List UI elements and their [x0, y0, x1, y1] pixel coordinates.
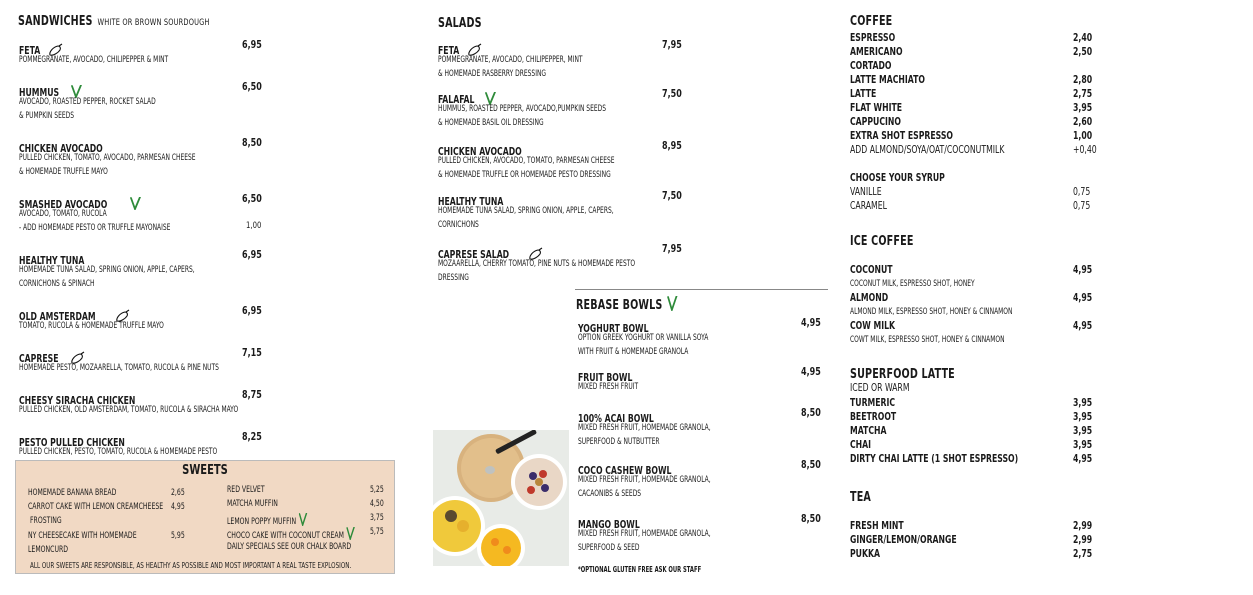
- salad-item-description: MOZAARELLA, CHERRY TOMATO, PINE NUTS & HOMEMADE PESTO: [438, 259, 636, 269]
- tea-item-price: 2,75: [1073, 548, 1093, 560]
- sweet-item-price: 2,65: [171, 488, 185, 498]
- sweet-item-name: MATCHA MUFFIN: [227, 499, 278, 509]
- superfood-item-name: CHAI: [850, 439, 872, 451]
- sweet-item-name: NY CHEESECAKE WITH HOMEMADE: [28, 531, 137, 541]
- sandwich-item-description: AVOCADO, TOMATO, RUCOLA: [19, 209, 107, 219]
- bowl-item-description: MIXED FRESH FRUIT, HOMEMADE GRANOLA,: [578, 423, 711, 433]
- ice-coffee-item-price: 4,95: [1073, 264, 1093, 276]
- sandwich-item-price: 6,95: [242, 39, 262, 51]
- ice-coffee-item-name: COW MILK: [850, 320, 896, 332]
- salad-item-description: CORNICHONS: [438, 220, 479, 230]
- salad-item-description: POMMEGRANATE, AVOCADO, CHILIPEPPER, MINT: [438, 55, 583, 65]
- sweet-item-name: [227, 513, 307, 527]
- coffee-item-price: 2,80: [1073, 74, 1093, 86]
- coffee-item-price: 3,95: [1073, 102, 1093, 114]
- sweet-item-name: LEMONCURD: [28, 545, 69, 555]
- sandwich-item-description: POMMEGRANATE, AVOCADO, CHILIPEPPER & MINT: [19, 55, 169, 65]
- superfood-item-price: 3,95: [1073, 411, 1093, 423]
- coffee-item-price: 1,00: [1073, 130, 1093, 142]
- bowl-item-name: COCO CASHEW BOWL: [578, 465, 672, 477]
- sweet-item-name: [227, 527, 355, 541]
- bowl-item-description: CACAONIBS & SEEDS: [578, 489, 642, 499]
- salad-item-price: 7,95: [662, 39, 682, 51]
- sweet-item-price: 3,75: [370, 513, 384, 523]
- coffee-item-name: LATTE: [850, 88, 877, 100]
- sweet-item-label: LEMON POPPY MUFFIN: [227, 517, 297, 527]
- bowl-item-description: MIXED FRESH FRUIT, HOMEMADE GRANOLA,: [578, 475, 711, 485]
- vegan-leaf-icon: [346, 527, 355, 540]
- superfood-item-name: DIRTY CHAI LATTE (1 SHOT ESPRESSO): [850, 453, 1019, 465]
- coffee-item-name: FLAT WHITE: [850, 102, 903, 114]
- bowl-item-name: MANGO BOWL: [578, 519, 640, 531]
- superfood-item-price: 3,95: [1073, 397, 1093, 409]
- sandwich-item-description: - ADD HOMEMADE PESTO OR TRUFFLE MAYONAISE: [19, 223, 171, 233]
- tea-item-price: 2,99: [1073, 520, 1093, 532]
- ice-coffee-item-name: ALMOND: [850, 292, 889, 304]
- bowl-item-description: SUPERFOOD & SEED: [578, 543, 640, 553]
- superfood-subtitle: ICED OR WARM: [850, 382, 910, 394]
- sandwich-item-name: HUMMUS: [19, 87, 60, 99]
- superfood-item-name: TURMERIC: [850, 397, 896, 409]
- salad-item-price: 7,95: [662, 243, 682, 255]
- coffee-title: COFFEE: [850, 14, 893, 29]
- bowl-item-name: 100% ACAI BOWL: [578, 413, 654, 425]
- sandwiches-title: [18, 14, 210, 29]
- tea-item-name: PUKKA: [850, 548, 880, 560]
- bowl-item-name: YOGHURT BOWL: [578, 323, 649, 335]
- salad-item-name: CHICKEN AVOCADO: [438, 146, 522, 158]
- syrup-item-name: CARAMEL: [850, 200, 887, 212]
- superfood-item-name: BEETROOT: [850, 411, 897, 423]
- sandwich-item-price: 8,75: [242, 389, 262, 401]
- ice-coffee-item-name: COCONUT: [850, 264, 893, 276]
- salad-item-name: HEALTHY TUNA: [438, 196, 504, 208]
- superfood-item-name: MATCHA: [850, 425, 887, 437]
- sweets-box: [15, 460, 395, 574]
- sweet-item-name: CARROT CAKE WITH LEMON CREAMCHEESE: [28, 502, 164, 512]
- bowls-title: [576, 296, 678, 313]
- superfood-title: SUPERFOOD LATTE: [850, 367, 955, 382]
- salad-item-price: 7,50: [662, 88, 682, 100]
- sandwich-item-description: HOMEMADE PESTO, MOZAARELLA, TOMATO, RUCOLA & PINE NUTS: [19, 363, 219, 373]
- ice-coffee-item-price: 4,95: [1073, 292, 1093, 304]
- coffee-item-price: 2,75: [1073, 88, 1093, 100]
- gluten-free-note: *OPTIONAL GLUTEN FREE ASK OUR STAFF: [578, 565, 702, 574]
- vegan-leaf-icon: [130, 197, 141, 210]
- tea-item-name: GINGER/LEMON/ORANGE: [850, 534, 957, 546]
- sandwich-item-description: TOMATO, RUCOLA & HOMEMADE TRUFFLE MAYO: [19, 321, 164, 331]
- sandwich-item-price: 6,50: [242, 193, 262, 205]
- sandwiches-subtitle: WHITE OR BROWN SOURDOUGH: [97, 18, 210, 28]
- coffee-item-name: CORTADO: [850, 60, 892, 72]
- sandwich-item-name: CHEESY SIRACHA CHICKEN: [19, 395, 136, 407]
- ice-coffee-title: ICE COFFEE: [850, 234, 914, 249]
- sandwich-item-description: & HOMEMADE TRUFFLE MAYO: [19, 167, 108, 177]
- sandwich-item-price: 6,95: [242, 249, 262, 261]
- sandwich-item-description: PULLED CHICKEN, OLD AMSTERDAM, TOMATO, RUCOLA & SIRACHA MAYO: [19, 405, 239, 415]
- divider: [575, 289, 828, 290]
- sandwich-item-name: CAPRESE: [19, 353, 59, 365]
- sweet-item-name: FROSTING: [30, 516, 62, 526]
- bowl-item-name: FRUIT BOWL: [578, 372, 633, 384]
- sweets-footer: ALL OUR SWEETS ARE RESPONSIBLE, AS HEALTHY AS POSSIBLE AND MOST IMPORTANT A REAL TASTE EXPLOSION.: [30, 561, 352, 570]
- tea-item-price: 2,99: [1073, 534, 1093, 546]
- sandwich-item-name: OLD AMSTERDAM: [19, 311, 96, 323]
- salad-item-description: & HOMEMADE TRUFFLE OR HOMEMADE PESTO DRESSING: [438, 170, 611, 180]
- salad-item-name: FETA: [438, 45, 460, 57]
- bowls-photo-image: [433, 430, 569, 566]
- sandwich-item-description: PULLED CHICKEN, TOMATO, AVOCADO, PARMESAN CHEESE: [19, 153, 196, 163]
- salad-item-name: FALAFAL: [438, 94, 475, 106]
- salad-item-name: CAPRESE SALAD: [438, 249, 510, 261]
- sandwich-item-price: 6,95: [242, 305, 262, 317]
- sandwiches-title-text: SANDWICHES: [18, 14, 93, 29]
- sandwich-item-price: 7,15: [242, 347, 262, 359]
- bowls-title-text: REBASE BOWLS: [576, 298, 663, 313]
- sandwich-item-name: SMASHED AVOCADO: [19, 199, 108, 211]
- bowl-item-price: 4,95: [801, 317, 821, 329]
- sandwich-item-description: HOMEMADE TUNA SALAD, SPRING ONION, APPLE, CAPERS,: [19, 265, 195, 275]
- sandwich-item-description: CORNICHONS & SPINACH: [19, 279, 95, 289]
- sandwich-item-name: CHICKEN AVOCADO: [19, 143, 103, 155]
- coffee-item-price: 2,50: [1073, 46, 1093, 58]
- ice-coffee-item-description: COWT MILK, ESPRESSO SHOT, HONEY & CINNAMON: [850, 335, 1005, 345]
- sweet-item-name: RED VELVET: [227, 485, 265, 495]
- ice-coffee-item-description: COCONUT MILK, ESPRESSO SHOT, HONEY: [850, 279, 975, 289]
- coffee-item-name: ESPRESSO: [850, 32, 896, 44]
- sweet-item-price: 5,95: [171, 531, 185, 541]
- tea-title: TEA: [850, 490, 872, 505]
- sweet-item-label: CHOCO CAKE WITH COCONUT CREAM: [227, 531, 344, 541]
- syrup-item-price: 0,75: [1073, 200, 1091, 212]
- bowl-item-description: WITH FRUIT & HOMEMADE GRANOLA: [578, 347, 689, 357]
- bowls-photo: [433, 430, 569, 566]
- sandwich-item-price: 6,50: [242, 81, 262, 93]
- sweet-item-price: 4,50: [370, 499, 384, 509]
- bowl-item-price: 8,50: [801, 513, 821, 525]
- syrup-item-price: 0,75: [1073, 186, 1091, 198]
- salad-item-description: & HOMEMADE RASBERRY DRESSING: [438, 69, 547, 79]
- bowl-item-price: 8,50: [801, 459, 821, 471]
- sandwich-item-price: 8,25: [242, 431, 262, 443]
- vegan-leaf-icon: [298, 513, 307, 526]
- superfood-item-price: 3,95: [1073, 439, 1093, 451]
- coffee-item-name: EXTRA SHOT ESPRESSO: [850, 130, 953, 142]
- sandwich-item-description: AVOCADO, ROASTED PEPPER, ROCKET SALAD: [19, 97, 156, 107]
- sandwich-item-description: & PUMPKIN SEEDS: [19, 111, 74, 121]
- syrup-item-name: VANILLE: [850, 186, 882, 198]
- bowl-item-description: OPTION GREEK YOGHURT OR VANILLA SOYA: [578, 333, 709, 343]
- sandwich-item-description: PULLED CHICKEN, PESTO, TOMATO, RUCOLA & HOMEMADE PESTO: [19, 447, 218, 457]
- tea-item-name: FRESH MINT: [850, 520, 904, 532]
- sandwich-item-price: 8,50: [242, 137, 262, 149]
- sweet-item-price: 5,25: [370, 485, 384, 495]
- ice-coffee-item-description: ALMOND MILK, ESPRESSO SHOT, HONEY & CINNAMON: [850, 307, 1013, 317]
- coffee-item-name: AMERICANO: [850, 46, 903, 58]
- coffee-item-name: CAPPUCINO: [850, 116, 901, 128]
- vegan-leaf-icon: [667, 296, 678, 311]
- sandwich-item-name: HEALTHY TUNA: [19, 255, 85, 267]
- sweet-item-name: HOMEMADE BANANA BREAD: [28, 488, 117, 498]
- salad-item-description: PULLED CHICKEN, AVOCADO, TOMATO, PARMESAN CHEESE: [438, 156, 615, 166]
- salad-item-description: DRESSING: [438, 273, 469, 283]
- coffee-item-name: ADD ALMOND/SOYA/OAT/COCONUTMILK: [850, 144, 1005, 156]
- bowl-item-description: MIXED FRESH FRUIT: [578, 382, 639, 392]
- bowl-item-description: MIXED FRESH FRUIT, HOMEMADE GRANOLA,: [578, 529, 711, 539]
- sandwich-item-name: FETA: [19, 45, 41, 57]
- salad-item-description: HUMMUS, ROASTED PEPPER, AVOCADO,PUMPKIN SEEDS: [438, 104, 607, 114]
- superfood-item-price: 3,95: [1073, 425, 1093, 437]
- bowl-item-price: 4,95: [801, 366, 821, 378]
- sweet-item-name: DAILY SPECIALS SEE OUR CHALK BOARD: [227, 542, 352, 552]
- sweet-item-price: 4,95: [171, 502, 185, 512]
- ice-coffee-item-price: 4,95: [1073, 320, 1093, 332]
- salad-item-price: 8,95: [662, 140, 682, 152]
- salad-item-price: 7,50: [662, 190, 682, 202]
- sandwich-item-name: PESTO PULLED CHICKEN: [19, 437, 125, 449]
- salads-title: SALADS: [438, 16, 482, 31]
- sandwich-item-extra-price: 1,00: [246, 221, 262, 231]
- coffee-item-name: LATTE MACHIATO: [850, 74, 925, 86]
- salad-item-description: & HOMEMADE BASIL OIL DRESSING: [438, 118, 544, 128]
- coffee-item-price: +0,40: [1073, 144, 1097, 156]
- coffee-item-price: 2,60: [1073, 116, 1093, 128]
- bowl-item-description: SUPERFOOD & NUTBUTTER: [578, 437, 660, 447]
- syrup-title: CHOOSE YOUR SYRUP: [850, 172, 945, 184]
- salad-item-description: HOMEMADE TUNA SALAD, SPRING ONION, APPLE, CAPERS,: [438, 206, 614, 216]
- coffee-item-price: 2,40: [1073, 32, 1093, 44]
- sweets-title: SWEETS: [182, 463, 228, 478]
- sweet-item-price: 5,75: [370, 527, 384, 537]
- bowl-item-price: 8,50: [801, 407, 821, 419]
- superfood-item-price: 4,95: [1073, 453, 1093, 465]
